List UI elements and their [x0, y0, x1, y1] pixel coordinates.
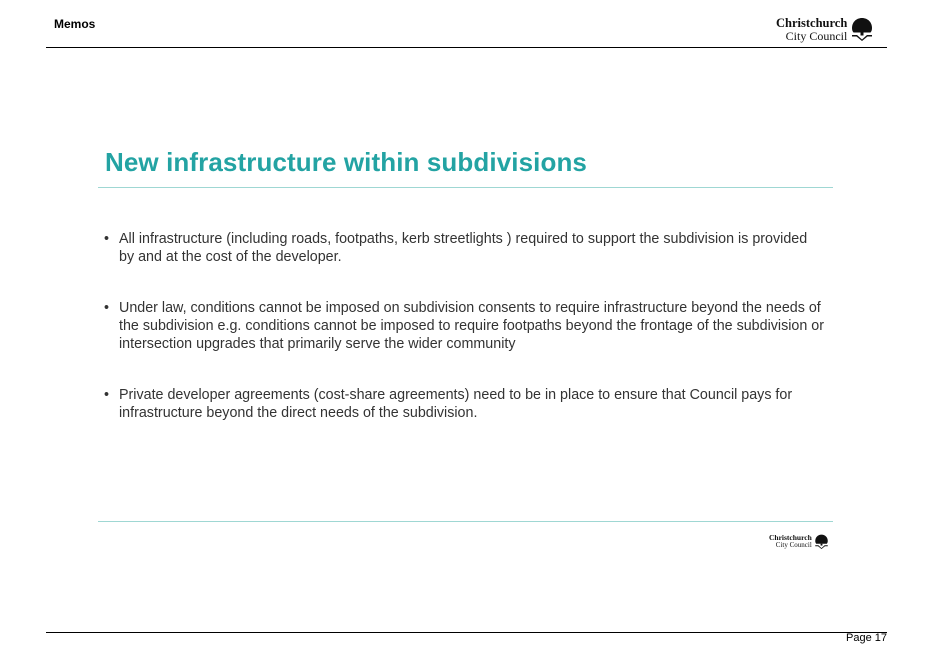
bullet-item: • Private developer agreements (cost-share agreements) need to be in place to ensure that Council pays for infrastructure beyond the direct needs of the subdivision.: [104, 386, 824, 422]
slide-council-logo: [769, 534, 829, 549]
bullet-list: [104, 230, 824, 422]
bullet-item: • Under law, conditions cannot be imposed on subdivision consents to require infrastructure beyond the needs of the subdivision e.g. conditions cannot be imposed to require footpaths beyond the frontage of the subdivision or intersection upgrades that primarily serve the wider community: [104, 299, 824, 353]
header-divider: [46, 47, 887, 48]
slide-bottom-divider: [98, 521, 833, 522]
cathedral-logo-icon: [850, 17, 874, 41]
cathedral-logo-icon: [814, 534, 829, 549]
title-divider: [98, 187, 833, 188]
footer-divider: [46, 632, 887, 633]
logo-line-2: City Council: [775, 540, 812, 549]
logo-line-1: Christchurch: [776, 16, 848, 30]
logo-line-2: City Council: [785, 28, 848, 43]
page-number: Page 17: [846, 632, 887, 644]
council-logo: [776, 17, 874, 42]
header-label: Memos: [54, 17, 96, 31]
slide-title: New infrastructure within subdivisions: [105, 147, 587, 177]
logo-line-1: Christchurch: [769, 533, 812, 543]
bullet-item: • All infrastructure (including roads, footpaths, kerb streetlights ) required to support the subdivision is provided by and at the cost of the developer.: [104, 230, 824, 266]
